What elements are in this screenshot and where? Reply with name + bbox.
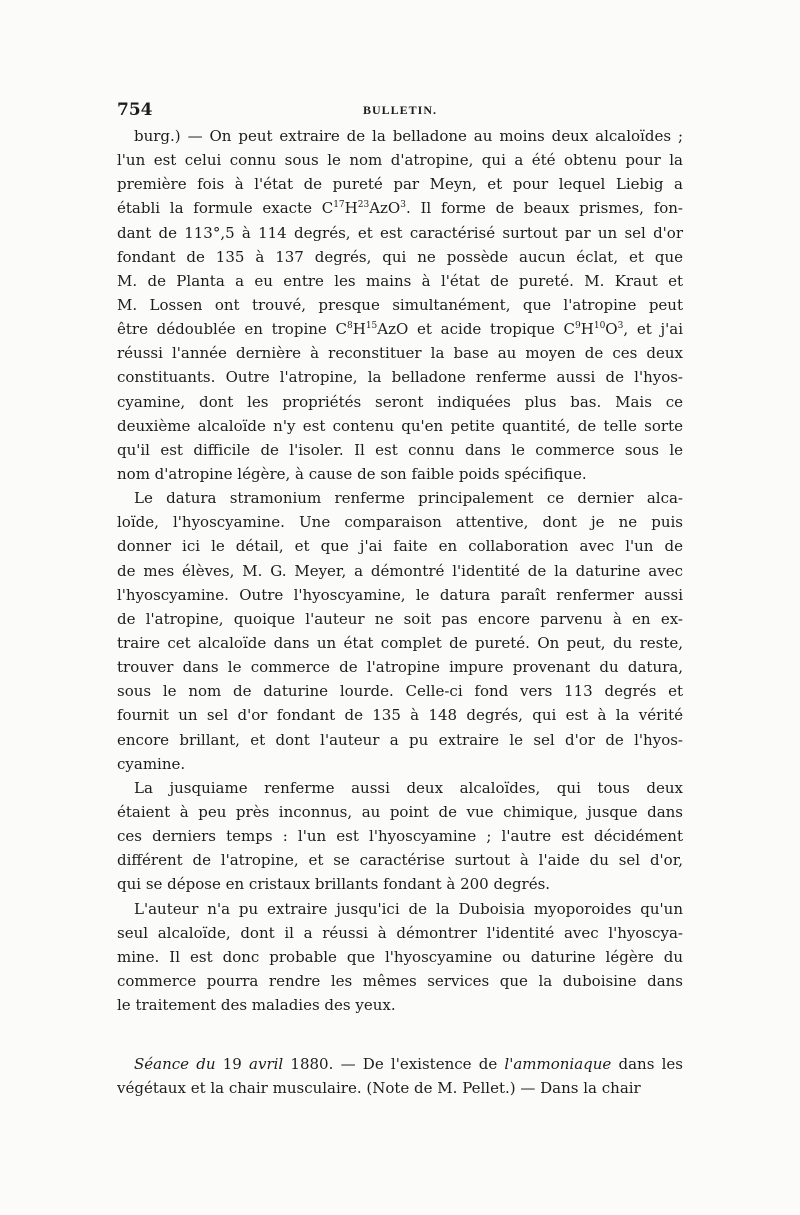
seance-day: 19 bbox=[215, 1055, 250, 1074]
text-line: M. de Planta a eu entre les mains à l'état de pureté. M. Kraut et bbox=[117, 271, 683, 290]
page-body bbox=[117, 124, 683, 1100]
text-line: constituants. Outre l'atropine, la belladone renferme aussi de l'hyos- bbox=[117, 368, 683, 387]
text-line: dant de 113°,5 à 114 degrés, et est caractérisé surtout par un sel d'or bbox=[117, 223, 683, 242]
seance-text-end: dans les bbox=[611, 1055, 683, 1074]
text-line: L'auteur n'a pu extraire jusqu'ici de la Duboisia myoporoides qu'un bbox=[134, 899, 683, 918]
text-line: étaient à peu près inconnus, au point de vue chimique, jusque dans bbox=[117, 802, 683, 821]
formula-subscript-number: 23 bbox=[357, 200, 370, 211]
section-gap bbox=[117, 1017, 683, 1052]
text-line: végétaux et la chair musculaire. (Note de M. Pellet.) — Dans la chair bbox=[117, 1079, 641, 1098]
text-line: ces derniers temps : l'un est l'hyoscyamine ; l'autre est décidément bbox=[117, 827, 683, 846]
text-line: donner ici le détail, et que j'ai faite en collaboration avec l'un de bbox=[117, 537, 683, 556]
text-line: La jusquiame renferme aussi deux alcaloïdes, qui tous deux bbox=[134, 778, 683, 797]
seance-label: Séance du bbox=[134, 1055, 216, 1074]
page-number: 754 bbox=[117, 100, 153, 120]
text-line: commerce pourra rendre les mêmes services que la duboisine dans bbox=[117, 971, 683, 990]
paragraph-belladone bbox=[117, 124, 683, 486]
formula-subscript-number: 3 bbox=[617, 321, 624, 332]
text-line: être dédoublée en tropine $C^8H^{15}AzO$ et acide tropique $C^9H^{10}O^3$, et j'ai bbox=[117, 320, 683, 339]
paragraph-jusquiame bbox=[117, 776, 683, 897]
text-line: l'hyoscyamine. Outre l'hyoscyamine, le datura paraît renfermer aussi bbox=[117, 585, 683, 604]
text-line: réussi l'année dernière à reconstituer la base au moyen de ces deux bbox=[117, 344, 683, 363]
text-line: première fois à l'état de pureté par Meyn, et pour lequel Liebig a bbox=[117, 175, 683, 194]
text-line: cyamine. bbox=[117, 754, 186, 773]
text-line: l'un est celui connu sous le nom d'atropine, qui a été obtenu pour la bbox=[117, 151, 683, 170]
text-line: deuxième alcaloïde n'y est contenu qu'en petite quantité, de telle sorte bbox=[117, 416, 683, 435]
text-line: fondant de 135 à 137 degrés, qui ne possède aucun éclat, et que bbox=[117, 247, 683, 266]
text-line: trouver dans le commerce de l'atropine impure provenant du datura, bbox=[117, 658, 683, 677]
formula-subscript-number: 10 bbox=[593, 321, 606, 332]
formula-subscript-number: 8 bbox=[347, 321, 353, 332]
text-line: fournit un sel d'or fondant de 135 à 148 degrés, qui est à la vérité bbox=[117, 706, 683, 725]
text-line: de l'atropine, quoique l'auteur ne soit pas encore parvenu à en ex- bbox=[117, 609, 683, 628]
page-header bbox=[117, 100, 683, 126]
text-line: seul alcaloïde, dont il a réussi à démontrer l'identité avec l'hyoscya- bbox=[117, 923, 683, 942]
formula-subscript-number: 9 bbox=[575, 321, 581, 332]
text-line: traire cet alcaloïde dans un état complet de pureté. On peut, du reste, bbox=[117, 633, 683, 652]
text-line: établi la formule exacte $C^{17}H^{23}AzO^3$. Il forme de beaux prismes, fon- bbox=[117, 199, 684, 218]
text-line: qu'il est difficile de l'isoler. Il est connu dans le commerce sous le bbox=[117, 440, 683, 459]
text-line: qui se dépose en cristaux brillants fondant à 200 degrés. bbox=[117, 875, 551, 894]
text-line: nom d'atropine légère, à cause de son faible poids spécifique. bbox=[117, 464, 587, 483]
formula-subscript-number: 15 bbox=[365, 321, 378, 332]
running-title: BULLETIN. bbox=[362, 103, 438, 117]
text-line: le traitement des maladies des yeux. bbox=[117, 996, 396, 1015]
text-line: mine. Il est donc probable que l'hyoscyamine ou daturine légère du bbox=[117, 947, 683, 966]
paragraph-datura bbox=[117, 486, 683, 776]
seance-month: avril bbox=[249, 1055, 284, 1074]
formula-subscript-number: 3 bbox=[400, 200, 406, 211]
text-line: burg.) — On peut extraire de la belladone au moins deux alcaloïdes ; bbox=[134, 127, 683, 145]
text-line: loïde, l'hyoscyamine. Une comparaison attentive, dont je ne puis bbox=[117, 513, 683, 532]
formula-subscript-number: 17 bbox=[333, 200, 345, 211]
paragraph-duboisia bbox=[117, 897, 683, 1018]
text-line: différent de l'atropine, et se caractérise surtout à l'aide du sel d'or, bbox=[117, 851, 683, 870]
text-line: Le datura stramonium renferme principalement ce dernier alca- bbox=[134, 489, 683, 508]
seance-text: 1880. — De l'existence de bbox=[283, 1055, 505, 1074]
ammoniaque-term: l'ammoniaque bbox=[504, 1055, 612, 1074]
text-line: sous le nom de daturine lourde. Celle-ci fond vers 113 degrés et bbox=[117, 682, 683, 701]
text-line: encore brillant, et dont l'auteur a pu extraire le sel d'or de l'hyos- bbox=[117, 730, 683, 749]
text-line bbox=[117, 1052, 683, 1076]
paragraph-seance bbox=[117, 1052, 683, 1100]
text-line: M. Lossen ont trouvé, presque simultanément, que l'atropine peut bbox=[117, 295, 683, 314]
text-line: cyamine, dont les propriétés seront indiquées plus bas. Mais ce bbox=[117, 392, 683, 411]
text-line: de mes élèves, M. G. Meyer, a démontré l'identité de la daturine avec bbox=[117, 561, 683, 580]
